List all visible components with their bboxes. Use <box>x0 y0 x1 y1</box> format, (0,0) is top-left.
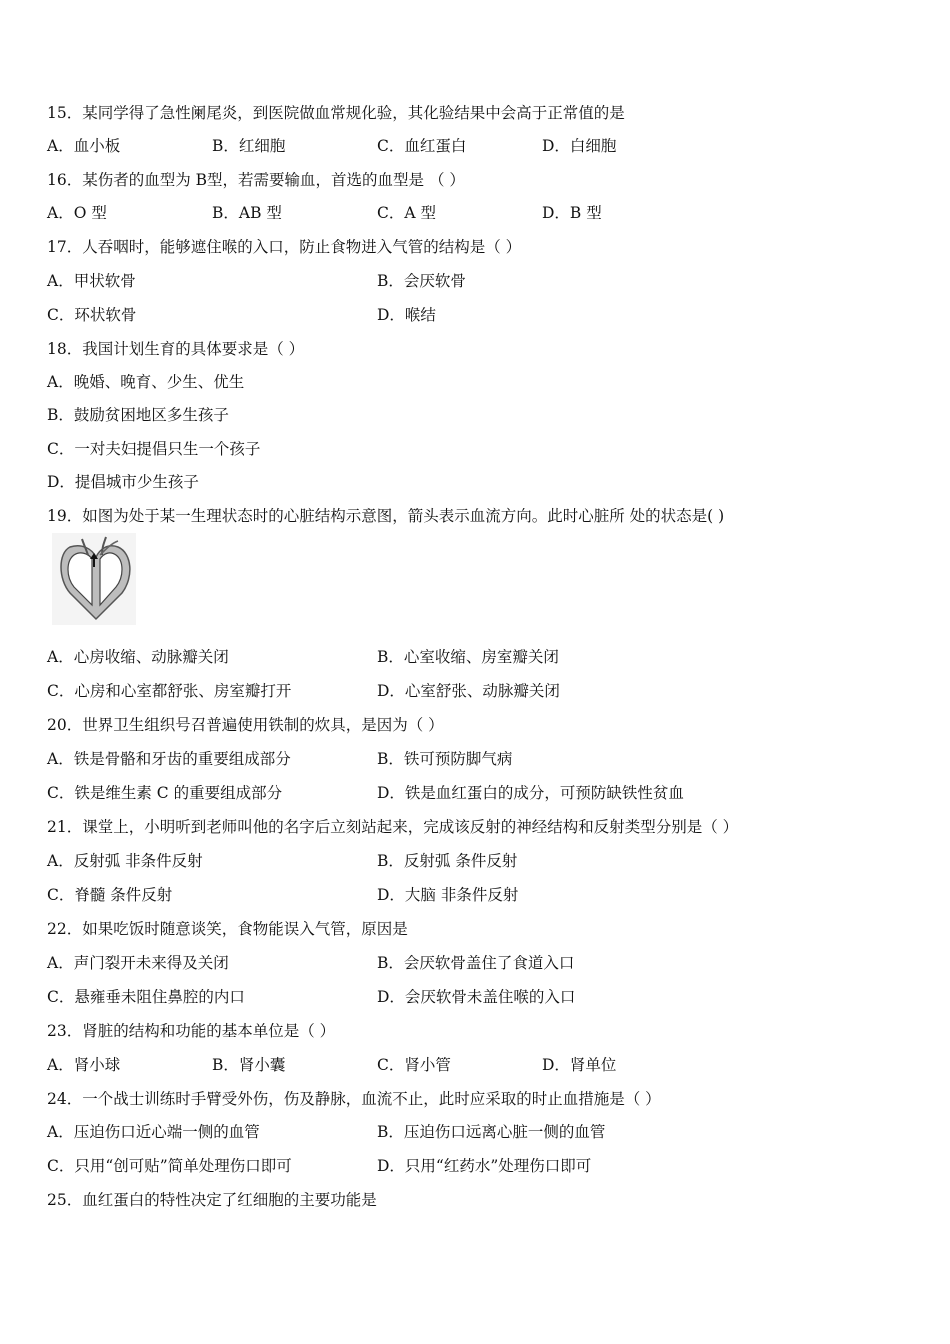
option-b: B．反射弧 条件反射 <box>377 852 518 870</box>
question-25-stem: 25．血红蛋白的特性决定了红细胞的主要功能是 <box>47 1191 377 1209</box>
option-d: D．只用“红药水”处理伤口即可 <box>377 1157 592 1175</box>
question-19-stem: 19．如图为处于某一生理状态时的心脏结构示意图，箭头表示血流方向。此时心脏所 处的状态是( ) <box>47 507 725 525</box>
question-20-stem: 20．世界卫生组织号召普遍使用铁制的炊具，是因为（ ） <box>47 716 444 734</box>
option-a: A．反射弧 非条件反射 <box>47 852 203 870</box>
option-d: D．提倡城市少生孩子 <box>47 473 199 491</box>
option-d: D．大脑 非条件反射 <box>377 886 519 904</box>
option-a: A．晚婚、晚育、少生、优生 <box>47 373 245 391</box>
option-a: A．甲状软骨 <box>47 272 136 290</box>
option-a: A．铁是骨骼和牙齿的重要组成部分 <box>47 750 291 768</box>
option-b: B．心室收缩、房室瓣关闭 <box>377 648 559 666</box>
option-b: B．会厌软骨 <box>377 272 466 290</box>
heart-diagram <box>52 533 136 625</box>
option-c: C．一对夫妇提倡只生一个孩子 <box>47 440 261 458</box>
option-b: B．压迫伤口远离心脏一侧的血管 <box>377 1123 606 1141</box>
option-b: B．AB 型 <box>212 204 282 222</box>
option-b: B．肾小囊 <box>212 1056 286 1074</box>
option-a: A．O 型 <box>47 204 107 222</box>
option-a: A．压迫伤口近心端一侧的血管 <box>47 1123 260 1141</box>
option-c: C．心房和心室都舒张、房室瓣打开 <box>47 682 292 700</box>
option-d: D．心室舒张、动脉瓣关闭 <box>377 682 560 700</box>
question-17-stem: 17．人吞咽时，能够遮住喉的入口，防止食物进入气管的结构是（ ） <box>47 238 522 256</box>
option-c: C．只用“创可贴”简单处理伤口即可 <box>47 1157 292 1175</box>
option-b: B．会厌软骨盖住了食道入口 <box>377 954 575 972</box>
option-a: A．心房收缩、动脉瓣关闭 <box>47 648 229 666</box>
option-b: B．红细胞 <box>212 137 286 155</box>
option-d: D．肾单位 <box>542 1056 617 1074</box>
question-21-stem: 21．课堂上，小明听到老师叫他的名字后立刻站起来，完成该反射的神经结构和反射类型分别是（ ） <box>47 818 739 836</box>
option-c: C．脊髓 条件反射 <box>47 886 173 904</box>
question-15-stem: 15．某同学得了急性阑尾炎，到医院做血常规化验，其化验结果中会高于正常值的是 <box>47 104 625 122</box>
option-c: C．悬雍垂未阻住鼻腔的内口 <box>47 988 245 1006</box>
option-a: A．血小板 <box>47 137 121 155</box>
option-d: D．B 型 <box>542 204 602 222</box>
option-b: B．铁可预防脚气病 <box>377 750 513 768</box>
option-d: D．白细胞 <box>542 137 617 155</box>
question-18-stem: 18．我国计划生育的具体要求是（ ） <box>47 340 305 358</box>
question-16-stem: 16．某伤者的血型为 B型，若需要输血，首选的血型是 （ ） <box>47 171 465 189</box>
question-24-stem: 24．一个战士训练时手臂受外伤，伤及静脉，血流不止，此时应采取的时止血措施是（ ） <box>47 1090 661 1108</box>
option-c: C．血红蛋白 <box>377 137 467 155</box>
option-c: C．环状软骨 <box>47 306 137 324</box>
option-d: D．喉结 <box>377 306 436 324</box>
option-a: A．肾小球 <box>47 1056 121 1074</box>
question-22-stem: 22．如果吃饭时随意谈笑，食物能误入气管，原因是 <box>47 920 408 938</box>
option-a: A．声门裂开未来得及关闭 <box>47 954 229 972</box>
question-23-stem: 23．肾脏的结构和功能的基本单位是（ ） <box>47 1022 336 1040</box>
option-d: D．铁是血红蛋白的成分，可预防缺铁性贫血 <box>377 784 684 802</box>
option-b: B．鼓励贫困地区多生孩子 <box>47 406 229 424</box>
option-c: C．肾小管 <box>377 1056 451 1074</box>
option-c: C．铁是维生素 C 的重要组成部分 <box>47 784 283 802</box>
option-d: D．会厌软骨未盖住喉的入口 <box>377 988 576 1006</box>
option-c: C．A 型 <box>377 204 436 222</box>
